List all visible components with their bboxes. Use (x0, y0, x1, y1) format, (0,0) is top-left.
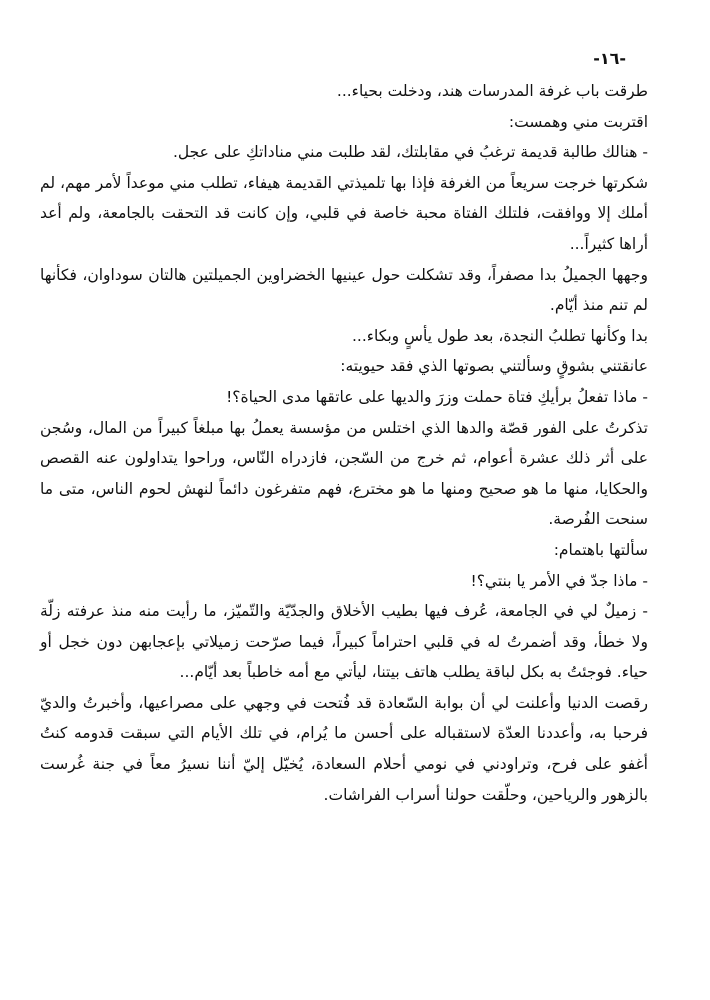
paragraph: بدا وكأنها تطلبُ النجدة، بعد طول يأسٍ وبكاء... (351, 326, 648, 345)
paragraph: طرقت باب غرفة المدرسات هند، ودخلت بحياء... (336, 82, 648, 100)
dialogue-line: - هنالك طالبة قديمة ترغبُ في مقابلتك، لقد طلبت مني مناداتكِ على عجل. (172, 143, 648, 162)
paragraph: سألتها باهتمام: (553, 540, 648, 559)
paragraph: تذكرتُ على الفور قصّة والدها الذي اختلس من مؤسسة يعملُ بها مبلغاً كبيراً من المال، وسُجن على أثر ذلك عشرة أعوام، ثم خرج من السّجن، فازدراه النّاس، وراحوا يتداولون عنه القصص والحكايا، منها ما هو صحيح ومنها ما هو مخترع، فهم متفرغون دائماً لنهش لحوم الناس، متى ما سنحت الفُرصة. (40, 418, 648, 529)
paragraph: وجهها الجميلُ بدا مصفراً، وقد تشكلت حول عينيها الخضراوين الجميلتين هالتان سوداوان، فكأنها لم تنم منذ أيّام. (40, 265, 648, 315)
paragraph: عانقتني بشوقٍ وسألتني بصوتها الذي فقد حيويته: (340, 357, 648, 376)
dialogue-line: - ماذا جدّ في الأمر يا بنتي؟! (470, 571, 648, 590)
paragraph: رقصت الدنيا وأعلنت لي أن بوابة السّعادة قد فُتحت في وجهي على مصراعيها، وأخبرتُ والديّ فرحبا به، وأعددنا العدّة لاستقباله على أحسن ما يُرام، في تلك الأيام التي سبقت قدومه كنتُ أغفو على فرح، وتراودني في نومي أحلام السعادة، يُخيّل إليّ أننا نسيرُ معاً في جنة غُرست بالزهور والرياحين، وحلّقت حولنا أسراب الفراشات. (40, 693, 648, 804)
paragraph: اقتربت مني وهمست: (508, 112, 648, 131)
dialogue-line: - ماذا تفعلُ برأيكِ فتاة حملت وزرَ والديها على عاتقها مدى الحياة؟! (226, 387, 648, 406)
body-text (40, 76, 670, 810)
paragraph: شكرتها خرجت سريعاً من الغرفة فإذا بها تلميذتي القديمة هيفاء، تطلب مني موعداً لأمر مهم، لم أملك إلا ووافقت، فلتلك الفتاة محبة خاصة في قلبي، وإن كانت قد التحقت بالجامعة، ولم أعد أراها كثيراً... (40, 173, 648, 253)
page-number: -١٦- (593, 49, 626, 68)
dialogue-line: - زميلٌ لي في الجامعة، عُرف فيها بطيب الأخلاق والجدّيّة والتّميّز، ما رأيت منه منذ عرفته زلّة ولا خطأ، وقد أضمرتُ له في قلبي احتراماً كبيراً، فيما صرّحت زميلاتي بإعجابهن دون خجل أو حياء. فوجئتُ به بكل لباقة يطلب هاتف بيتنا، ليأتي مع أمه خاطباً بعد أيّام... (40, 602, 648, 682)
